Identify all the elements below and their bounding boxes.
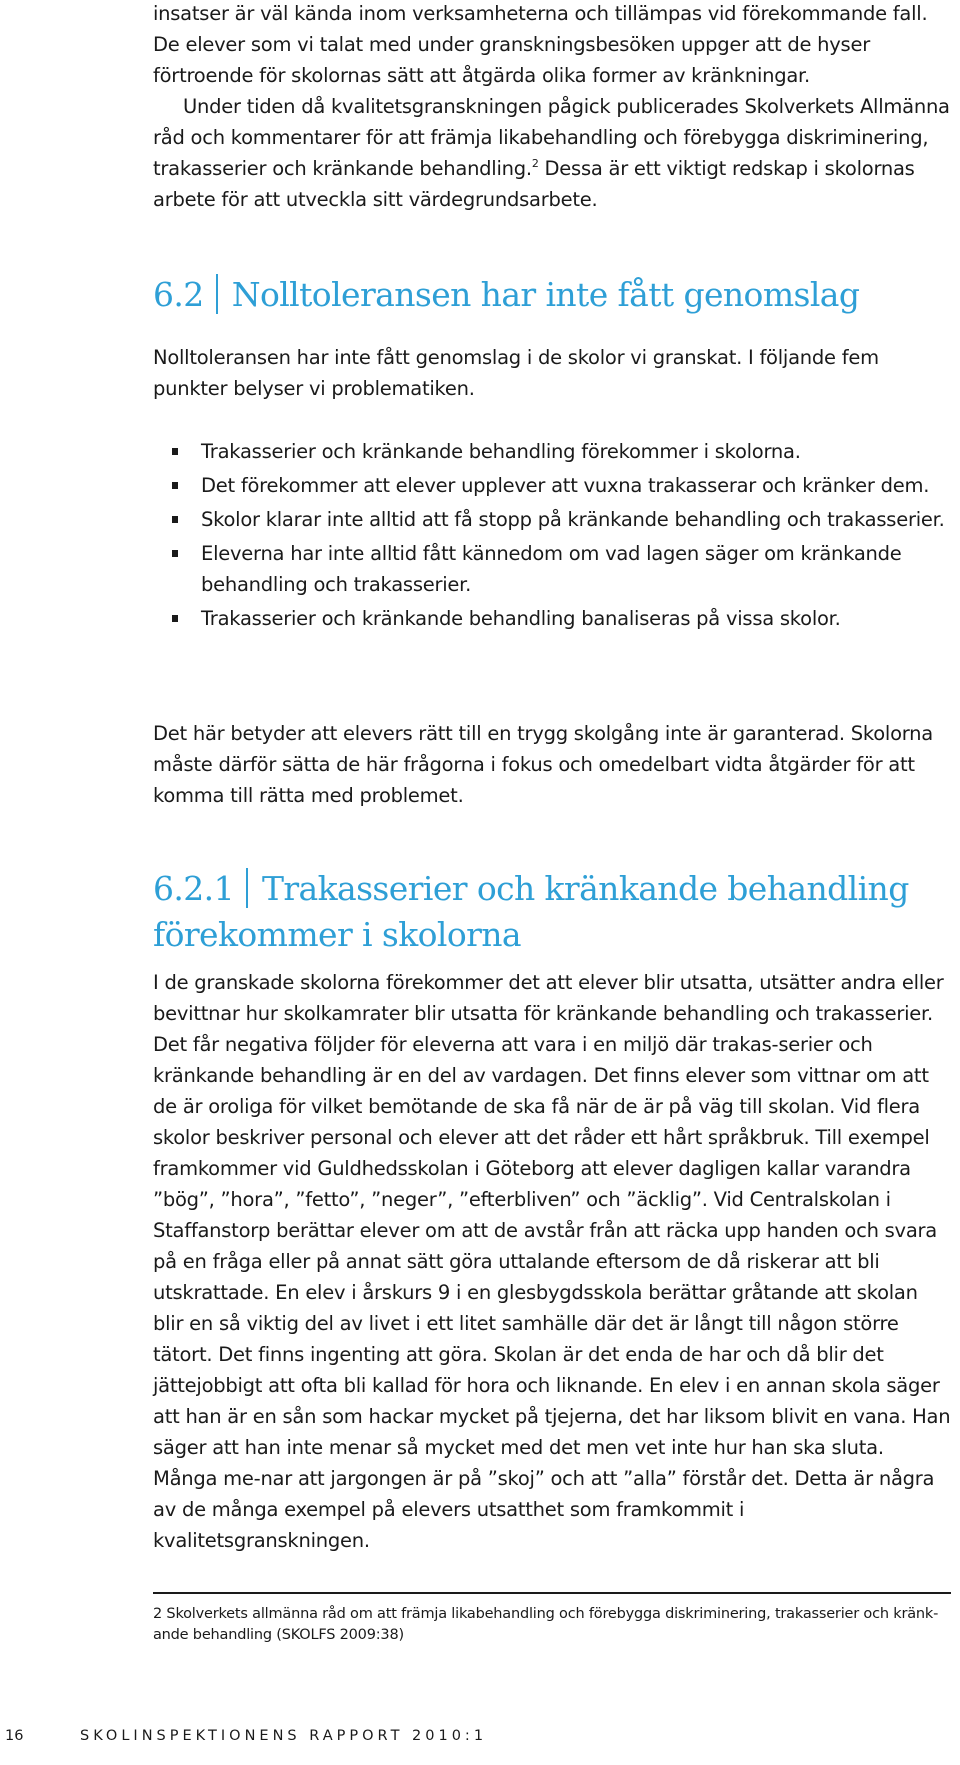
footnote-reference[interactable]: 2	[531, 157, 539, 170]
intro-paragraph: insatser är väl kända inom verksamheterna och tillämpas vid förekommande fall. De elever som vi talat med under granskningsbesöken uppger att de hyser förtroende för skolornas sätt att åtgärda olika former av kränkningar.	[153, 2, 928, 87]
nolltolerans-paragraph: Nolltoleransen har inte fått genomslag i de skolor vi granskat. I följande fem punkter belyser vi problematiken.	[153, 346, 879, 400]
subsection-title-line2: förekommer i skolorna	[153, 915, 521, 954]
subsection-number: 6.2.1	[153, 869, 234, 908]
section-heading-6-2	[153, 270, 953, 320]
skolverket-paragraph	[153, 91, 953, 215]
list-item: Trakasserier och kränkande behandling banaliseras på vissa skolor.	[153, 603, 953, 634]
list-item: Eleverna har inte alltid fått kännedom om vad lagen säger om kränkande behandling och trakasserier.	[153, 538, 953, 600]
report-name: SKOLINSPEKTIONENS RAPPORT 2010:1	[80, 1728, 488, 1744]
list-item: Skolor klarar inte alltid att få stopp på kränkande behandling och trakasserier.	[153, 504, 953, 535]
list-item: Trakasserier och kränkande behandling förekommer i skolorna.	[153, 436, 953, 467]
page-number: 16	[5, 1728, 24, 1744]
section-heading-6-2-1	[153, 866, 953, 958]
heading-separator	[216, 274, 218, 314]
problem-bullet-list	[153, 436, 953, 637]
skolverket-paragraph-text: Under tiden då kvalitetsgranskningen pågick publicerades Skolverkets Allmänna råd och kommentarer för att främja likabehandling och förebygga diskriminering, trakasserier och kränkande behandling.	[153, 95, 950, 180]
footnote: 2 Skolverkets allmänna råd om att främja likabehandling och förebygga diskriminering, trakasserier och kränk-ande behandling (SKOLFS 2009:38)	[153, 1606, 939, 1643]
examples-paragraph: I de granskade skolorna förekommer det att elever blir utsatta, utsätter andra eller bevittnar hur skolkamrater blir utsatta för kränkande behandling och trakasserier. Det får negativa följder för eleverna att vara i en miljö där trakas-serier och kränkande behandling är en del av vardagen. Det finns elever som vittnar om att de är oroliga för vilket bemötande de ska få när de är på väg till skolan. Vid flera skolor beskriver personal och elever att det råder ett hårt språkbruk. Till exempel framkommer vid Guldhedsskolan i Göteborg att elever dagligen kallar varandra ”bög”, ”hora”, ”fetto”, ”neger”, ”efterbliven” och ”äcklig”. Vid Centralskolan i Staffanstorp berättar elever om att de avstår från att räcka upp handen och svara på en fråga eller på annat sätt göra uttalande eftersom de då riskerar att bli utskrattade. En elev i årskurs 9 i en glesbygdsskola berättar gråtande att skolan blir en så viktig del av livet i ett litet samhälle där det är långt till någon större tätort. Det finns ingenting att göra. Skolan är det enda de har och då blir det jättejobbigt att ofta bli kallad för hora och liknande. En elev i en annan skola säger att han är en sån som hackar mycket på tjejerna, det har liksom blivit en vana. Han säger att han inte menar så mycket med det men vet inte hur han ska sluta. Många me-nar att jargongen är på ”skoj” och att ”alla” förstår det. Detta är några av de många exempel på elevers utsatthet som framkommit i kvalitetsgranskningen.	[153, 971, 951, 1552]
section-number: 6.2	[153, 275, 204, 314]
subsection-title-line1: Trakasserier och kränkande behandling	[261, 869, 909, 908]
footnote-divider	[153, 1592, 951, 1594]
conclusion-paragraph: Det här betyder att elevers rätt till en trygg skolgång inte är garanterad. Skolorna måste därför sätta de här frågorna i fokus och omedelbart vidta åtgärder för att komma till rätta med problemet.	[153, 722, 933, 807]
list-item: Det förekommer att elever upplever att vuxna trakasserar och kränker dem.	[153, 470, 953, 501]
skolverket-paragraph-tail: Dessa är ett viktigt redskap i skolornas arbete för att utveckla sitt värdegrundsarbete.	[153, 157, 915, 211]
heading-separator	[246, 868, 248, 908]
section-title: Nolltoleransen har inte fått genomslag	[231, 275, 860, 314]
